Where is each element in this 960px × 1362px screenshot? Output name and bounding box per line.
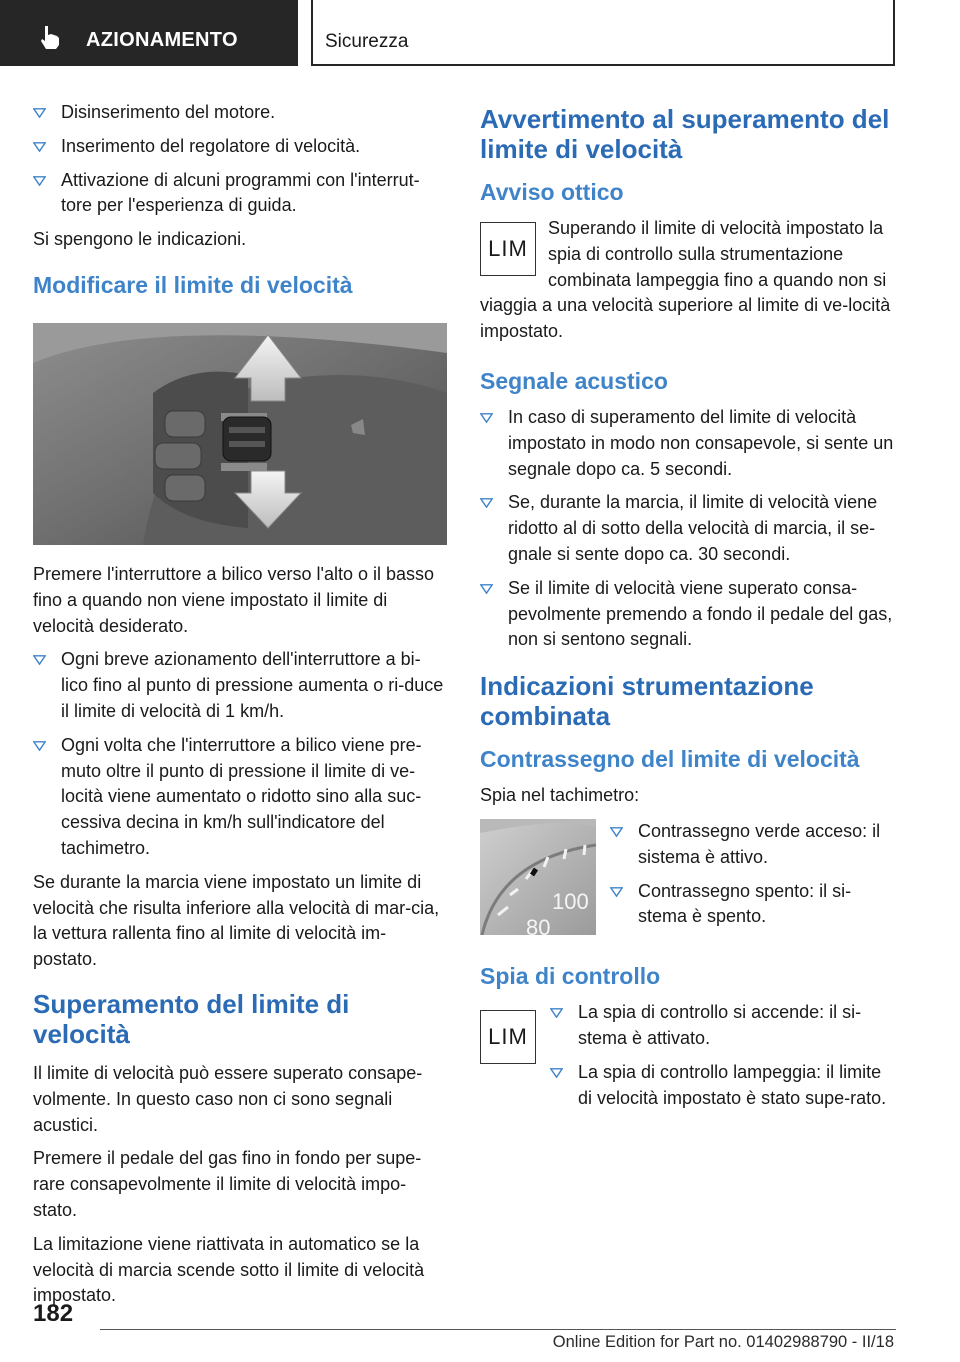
list-item: Se il limite di velocità viene superato consa-pevolmente premendo a fondo il pedale del gas, non si sentono segnali. <box>480 576 896 653</box>
left-column <box>33 100 447 1317</box>
chapter-title: AZIONAMENTO <box>86 29 238 51</box>
paragraph-exceed-3: La limitazione viene riattivata in automatico se la velocità di marcia scende sotto il limite di velocità impostato. <box>33 1233 425 1306</box>
list-item: Ogni breve azionamento dell'interruttore a bi-lico fino al punto di pressione aumenta o ri-duce il limite di velocità di 1 km/h. <box>33 647 447 724</box>
list-item: Attivazione di alcuni programmi con l'interrut-tore per l'esperienza di guida. <box>33 168 447 220</box>
paragraph-tacho: Spia nel tachimetro: <box>480 785 640 806</box>
bullet-list-mark <box>610 819 896 938</box>
right-column <box>480 100 896 1119</box>
triangle-bullet-icon <box>550 1008 563 1018</box>
speedo-label-80: 80 <box>526 914 551 935</box>
lim-indicator-icon: LIM <box>480 222 536 276</box>
bullet-list-lamp <box>550 1000 896 1119</box>
control-lamp-block <box>480 1000 896 1119</box>
heading-mark: Contrassegno del limite di velocità <box>480 746 860 773</box>
list-item: Ogni volta che l'interruttore a bilico viene pre-muto oltre il punto di pressione il limite di ve-locità viene aumentato o ridotto sino alla suc-cessiva decina in km/h sull'indicatore del tachimetro. <box>33 733 447 862</box>
triangle-bullet-icon <box>550 1068 563 1078</box>
heading-exceed-limit: Superamento del limite di velocità <box>33 988 350 1049</box>
triangle-bullet-icon <box>33 655 46 665</box>
triangle-bullet-icon <box>33 176 46 186</box>
paragraph-indications-off: Si spengono le indicazioni. <box>33 229 247 250</box>
paragraph-slowdown: Se durante la marcia viene impostato un limite di velocità che risulta inferiore alla velocità di mar-cia, la vettura rallenta fino al limite di velocità im-postato. <box>33 871 440 970</box>
heading-warning: Avvertimento al superamento del limite di velocità <box>480 104 890 164</box>
bullet-list-top <box>33 100 447 219</box>
bullet-list-acoustic <box>480 405 896 653</box>
heading-display: Indicazioni strumentazione combinata <box>480 671 814 732</box>
triangle-bullet-icon <box>480 584 493 594</box>
bullet-list-adjust <box>33 647 447 861</box>
paragraph-press-switch: Premere l'interruttore a bilico verso l'alto o il basso fino a quando non viene impostato il limite di velocità desiderato. <box>33 563 435 636</box>
paragraph-exceed-2: Premere il pedale del gas fino in fondo per supe-rare consapevolmente il limite di velocità impo-stato. <box>33 1148 422 1220</box>
edition-footer: Online Edition for Part no. 01402988790 - II/18 <box>552 1333 894 1351</box>
steering-wheel-rocker-switch-image <box>33 323 447 545</box>
paragraph-optical: Superando il limite di velocità impostato la spia di controllo sulla strumentazione combinata lampeggia fino a quando non si viaggia a una velocità superiore al limite di ve-locità impostato. <box>480 218 891 342</box>
list-item: Inserimento del regolatore di velocità. <box>33 134 447 160</box>
topic-title: Sicurezza <box>325 31 409 52</box>
triangle-bullet-icon <box>610 887 623 897</box>
list-item: In caso di superamento del limite di velocità impostato in modo non consapevole, si sente un segnale dopo ca. 5 secondi. <box>480 405 896 482</box>
list-item: Contrassegno spento: il si-stema è spento. <box>610 879 896 931</box>
triangle-bullet-icon <box>480 498 493 508</box>
triangle-bullet-icon <box>33 108 46 118</box>
footer-divider <box>100 1329 896 1330</box>
tacho-mark-block <box>480 819 896 938</box>
triangle-bullet-icon <box>33 741 46 751</box>
list-item: Contrassegno verde acceso: il sistema è attivo. <box>610 819 896 871</box>
triangle-bullet-icon <box>480 413 493 423</box>
list-item: La spia di controllo lampeggia: il limite di velocità impostato è stato supe-rato. <box>550 1060 896 1112</box>
heading-optical: Avviso ottico <box>480 179 624 205</box>
list-item: La spia di controllo si accende: il si-stema è attivato. <box>550 1000 896 1052</box>
page-number: 182 <box>33 1300 74 1327</box>
hand-pointer-icon <box>38 24 62 50</box>
lim-indicator-icon: LIM <box>480 1010 536 1064</box>
list-item: Disinserimento del motore. <box>33 100 447 126</box>
list-item: Se, durante la marcia, il limite di velocità viene ridotto al di sotto della velocità di marcia, il se-gnale si sente dopo ca. 30 secondi. <box>480 490 896 567</box>
heading-acoustic: Segnale acustico <box>480 367 668 394</box>
speedo-label-100: 100 <box>552 888 589 914</box>
optical-warning-block <box>480 216 896 345</box>
triangle-bullet-icon <box>610 827 623 837</box>
triangle-bullet-icon <box>33 142 46 152</box>
heading-lamp: Spia di controllo <box>480 963 661 990</box>
paragraph-exceed-1: Il limite di velocità può essere superato consape-volmente. In questo caso non ci sono segnali acustici. <box>33 1062 423 1135</box>
speedometer-image <box>480 819 596 935</box>
heading-modify-limit: Modificare il limite di velocità <box>33 271 353 298</box>
